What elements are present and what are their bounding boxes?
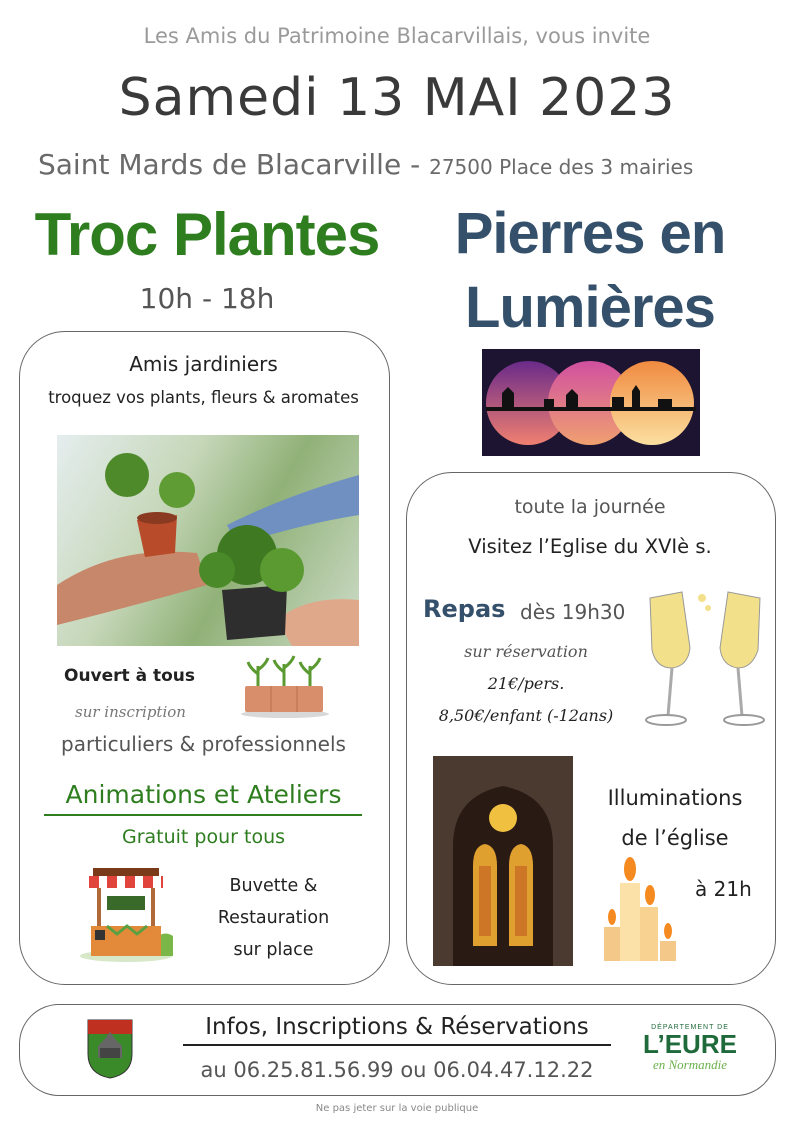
buvette-line-1: Buvette & bbox=[229, 876, 318, 896]
all-day: toute la journée bbox=[514, 496, 666, 518]
disposal-notice: Ne pas jeter sur la voie publique bbox=[315, 1103, 479, 1114]
repas-time: dès 19h30 bbox=[520, 600, 626, 624]
eure-logo-top: DÉPARTEMENT DE bbox=[651, 1024, 729, 1031]
candles-icon bbox=[600, 855, 682, 963]
free-for-all: Gratuit pour tous bbox=[121, 826, 286, 848]
troc-intro-2: troquez vos plants, fleurs & aromates bbox=[48, 388, 359, 407]
visit-church: Visitez l’Eglise du XVIè s. bbox=[468, 535, 712, 558]
audience: particuliers & professionnels bbox=[61, 732, 346, 756]
animations-heading: Animations et Ateliers bbox=[65, 780, 342, 809]
footer-info-heading: Infos, Inscriptions & Réservations bbox=[205, 1014, 589, 1040]
buvette-line-2: Restauration bbox=[217, 908, 330, 928]
buvette-line-3: sur place bbox=[233, 940, 314, 960]
buvette-text bbox=[196, 870, 351, 966]
pierres-title-line-2: Lumières bbox=[465, 275, 715, 340]
footer-phones: au 06.25.81.56.99 ou 06.04.47.12.22 bbox=[200, 1058, 594, 1082]
invite-line: Les Amis du Patrimoine Blacarvillais, vous invite bbox=[143, 24, 651, 48]
illum-line-1: Illuminations bbox=[607, 786, 743, 810]
eure-logo-main: L’EURE bbox=[643, 1029, 737, 1059]
repas-heading: Repas bbox=[423, 595, 506, 623]
troc-hours: 10h - 18h bbox=[139, 282, 275, 315]
seedlings-icon bbox=[240, 654, 330, 720]
plants-photo bbox=[57, 435, 359, 646]
on-reservation: sur réservation bbox=[464, 642, 588, 661]
eure-logo bbox=[630, 1024, 750, 1073]
stand-icon bbox=[77, 866, 175, 964]
address: 27500 Place des 3 mairies bbox=[429, 155, 694, 179]
animations-underline bbox=[44, 814, 362, 816]
illum-line-2: de l’église bbox=[621, 826, 729, 850]
town-crest-icon bbox=[86, 1018, 134, 1080]
town-name: Saint Mards de Blacarville - bbox=[38, 148, 421, 181]
price-adult: 21€/pers. bbox=[487, 674, 565, 693]
footer-info-underline bbox=[183, 1044, 611, 1046]
illum-time: à 21h bbox=[695, 877, 752, 901]
church-window-photo bbox=[433, 756, 573, 966]
champagne-glasses-icon bbox=[642, 588, 768, 730]
price-child: 8,50€/enfant (-12ans) bbox=[438, 706, 614, 725]
event-date: Samedi 13 MAI 2023 bbox=[118, 68, 676, 128]
pierres-title bbox=[405, 197, 775, 345]
troc-plantes-title: Troc Plantes bbox=[34, 201, 380, 268]
event-location bbox=[38, 148, 693, 181]
pierres-title-line-1: Pierres en bbox=[454, 201, 726, 266]
pierres-logo bbox=[482, 349, 700, 456]
on-inscription: sur inscription bbox=[75, 703, 186, 721]
troc-intro-1: Amis jardiniers bbox=[129, 352, 278, 376]
eure-logo-sub: en Normandie bbox=[652, 1057, 728, 1072]
illuminations-text bbox=[590, 778, 760, 858]
open-to-all: Ouvert à tous bbox=[64, 666, 196, 686]
